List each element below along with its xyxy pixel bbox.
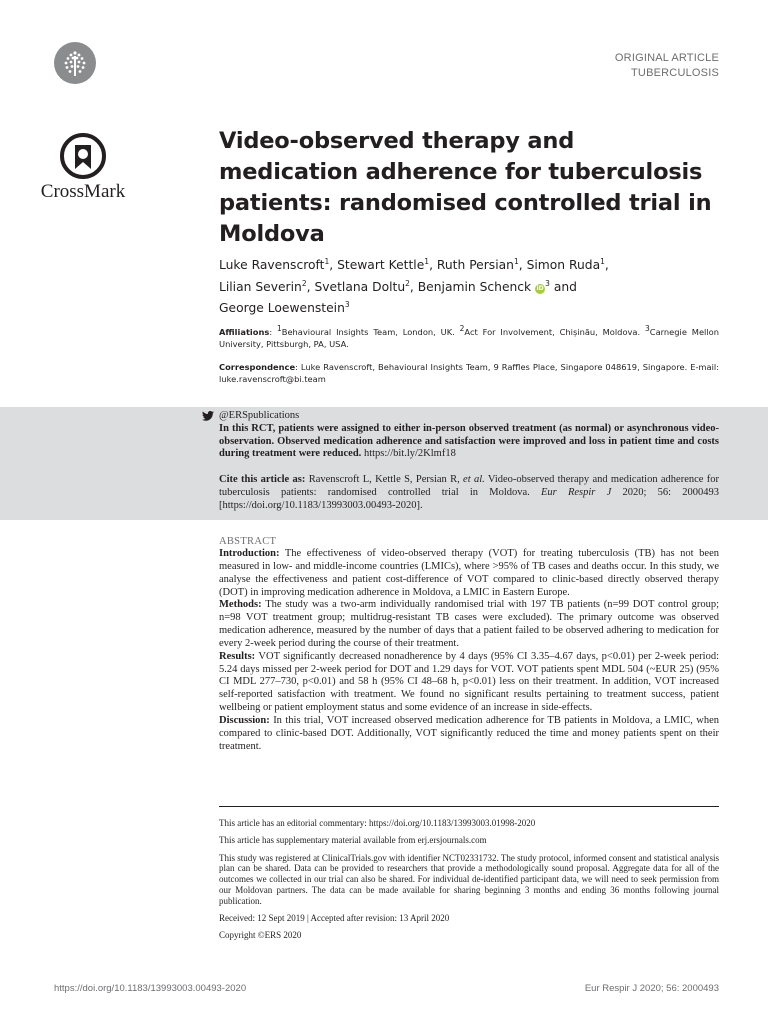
- note-copyright: Copyright ©ERS 2020: [219, 930, 302, 941]
- cite-details[interactable]: 2020; 56: 2000493 [https://doi.org/10.1183/13993003.00493-2020].: [219, 486, 719, 511]
- affiliation-number: 3: [645, 324, 650, 333]
- abstract-section-text: In this trial, VOT increased observed medication adherence for TB patients in Moldova, a LMIC, when compared to clinic-based DOT. Additionally, VOT significantly reduced the time and money patients spent on their treatment.: [219, 714, 719, 752]
- authors-and: and: [553, 279, 577, 294]
- article-title: Video-observed therapy and medication adherence for tuberculosis patients: randomised controlled trial in Moldova: [219, 128, 712, 247]
- abstract-section-text: The effectiveness of video-observed therapy (VOT) for treating tuberculosis (TB) has not been measured in low- and middle-income countries (LMICs), where >95% of TB cases and deaths occur. In this study, we analyse the effectiveness and patient cost-difference of VOT compared to clinic-based directly observed therapy (DOT) in improving medication adherence in Moldova, a LMIC in Eastern Europe.: [219, 548, 719, 598]
- article-type: [615, 51, 719, 81]
- abstract-section-results: [219, 651, 719, 715]
- author-name[interactable]: Simon Ruda: [526, 258, 601, 273]
- abstract-heading: ABSTRACT: [219, 536, 277, 547]
- author-affiliation-number: 3: [545, 278, 550, 288]
- note-supplementary-material[interactable]: This article has supplementary material available from erj.ersjournals.com: [219, 835, 487, 846]
- abstract-section-label: Discussion:: [219, 714, 270, 726]
- article-type-line2: TUBERCULOSIS: [631, 67, 719, 79]
- author-affiliation-number: 2: [405, 278, 410, 288]
- cite-label: Cite this article as:: [219, 474, 306, 485]
- crossmark-label: CrossMark: [40, 181, 126, 202]
- abstract-section-discussion: [219, 715, 719, 754]
- abstract-section-text: VOT significantly decreased nonadherence by 4 days (95% CI 3.35–4.67 days, p<0.01) per 2-week period: 5.24 days missed per 2-week period for DOT and 1.29 days for VOT. VOT patients spent MDL 504 (~EUR 25) (95% CI MDL 277–730, p<0.01) and 58 h (95% CI 48–68 h, p<0.01) less on their treatment. In addition, VOT increased self-reported satisfaction with treatment. We found no significant results pertaining to treatment success, patient wellbeing or patient employment status and some evidence of an increase in side-effects.: [219, 650, 719, 714]
- cite-title: Video-observed therapy and medication adherence for tuberculosis patients: randomised controlled trial in Moldova.: [219, 474, 720, 498]
- orcid-icon[interactable]: iD: [536, 284, 544, 292]
- footer-citation: Eur Respir J 2020; 56: 2000493: [584, 983, 719, 994]
- affiliations-label: Affiliations: [219, 326, 270, 337]
- author-affiliation-number: 1: [424, 257, 430, 266]
- abstract-section-label: Introduction:: [219, 548, 280, 559]
- author-name[interactable]: Ruth Persian: [436, 258, 514, 273]
- affiliation-text: Behavioural Insights Team, London, UK.: [281, 326, 455, 337]
- author-affiliation-number: 2: [301, 278, 307, 288]
- tweet-handle[interactable]: @ERSpublications: [219, 410, 300, 421]
- author-affiliation-number: 1: [600, 257, 605, 266]
- section-divider: [219, 806, 719, 807]
- abstract-section-label: Results:: [219, 650, 256, 662]
- author-name[interactable]: Stewart Kettle: [337, 258, 425, 273]
- affiliation-number: 1: [276, 324, 282, 333]
- author-list: Luke Ravenscroft$^1$, Stewart Kettle$^1$, Ruth Persian$^1$, Simon Ruda$^1$, Lilian Severin$^2$, Svetlana Doltu$^2$, Benjamin Schenck $iD^3$ and George Loewenstein$^3$: [219, 257, 609, 316]
- affiliation-number: 2: [459, 324, 465, 333]
- author-name[interactable]: Lilian Severin: [219, 279, 302, 294]
- tweet-text: [219, 423, 719, 461]
- correspondence-text: Luke Ravenscroft, Behavioural Insights Team, 9 Raffles Place, Singapore 048619, Singapore. E-mail: luke.ravenscroft@bi.team: [219, 362, 720, 384]
- cite-et-al: et al.: [463, 474, 485, 485]
- note-editorial-commentary[interactable]: This article has an editorial commentary: https://doi.org/10.1183/13993003.01998-2020: [219, 818, 536, 828]
- abstract-section-label: Methods:: [219, 599, 262, 611]
- abstract-body: [219, 548, 719, 754]
- footer-doi[interactable]: https://doi.org/10.1183/13993003.00493-2020: [54, 983, 247, 994]
- cite-journal: Eur Respir J: [541, 486, 612, 498]
- affiliations: Affiliations: $^1$Behavioural Insights Team, London, UK. $^2$Act For Involvement, Chișinău, Moldova. $^3$Carnegie Mellon University, Pittsburgh, PA, USA.: [219, 324, 720, 349]
- cite-this-article: [219, 474, 719, 512]
- author-name[interactable]: Luke Ravenscroft: [219, 258, 325, 273]
- author-affiliation-number: 1: [324, 257, 330, 266]
- twitter-bird-icon: [202, 411, 214, 421]
- correspondence-label: Correspondence: [219, 362, 296, 372]
- tweet-link[interactable]: https://bit.ly/2Klmf18: [363, 448, 456, 459]
- crossmark-badge[interactable]: [40, 133, 126, 203]
- abstract-section-introduction: [219, 548, 719, 599]
- article-type-line1: ORIGINAL ARTICLE: [614, 52, 719, 64]
- tweet-body: In this RCT, patients were assigned to either in-person observed treatment (as normal) or asynchronous video-observation. Observed medication adherence and satisfaction were improved and loss in patient time and costs during treatment were reduced.: [219, 423, 719, 459]
- abstract-section-methods: [219, 599, 719, 650]
- correspondence: Correspondence: Luke Ravenscroft, Behavioural Insights Team, 9 Raffles Place, Singapore 048619, Singapore. E-mail: luke.ravenscroft@bi.team: [219, 362, 720, 384]
- note-received-accepted: Received: 12 Sept 2019 | Accepted after revision: 13 April 2020: [219, 913, 450, 924]
- crossmark-icon: [60, 133, 106, 179]
- article-notes: [219, 818, 719, 948]
- cite-authors: Ravenscroft L, Kettle S, Persian R,: [308, 474, 460, 485]
- author-affiliation-number: 1: [513, 257, 519, 266]
- author-name[interactable]: Benjamin Schenck: [417, 279, 532, 294]
- note-trial-registration: This study was registered at ClinicalTrials.gov with identifier NCT02331732. The study protocol, informed consent and statistical analysis plan can be shared. Data can be provided to researchers that provide a methodologically sound proposal. Aggregate data for all of the outcomes we collected in our trial can also be shared. For individual de-identified participant data, we will need to seek permission from our Moldovan partners. The data can be made available for sharing beginning 3 months and ending 36 months following journal publication.: [219, 852, 719, 906]
- ers-logo-icon: [54, 42, 96, 84]
- affiliation-text: Carnegie Mellon University, Pittsburgh, PA, USA.: [219, 326, 720, 349]
- author-name[interactable]: George Loewenstein: [219, 301, 345, 316]
- author-affiliation-number: 3: [344, 300, 350, 310]
- author-name[interactable]: Svetlana Doltu: [314, 279, 406, 294]
- affiliation-text: Act For Involvement, Chișinău, Moldova.: [464, 326, 641, 337]
- abstract-section-text: The study was a two-arm individually randomised trial with 197 TB patients (n=99 DOT control group; n=98 VOT treatment group; multidrug-resistant TB cases were excluded). The primary outcome was observed medication adherence, measured by the number of days that a patient failed to be observed adhering to medication for every 2-week period during the course of their treatment.: [219, 599, 719, 649]
